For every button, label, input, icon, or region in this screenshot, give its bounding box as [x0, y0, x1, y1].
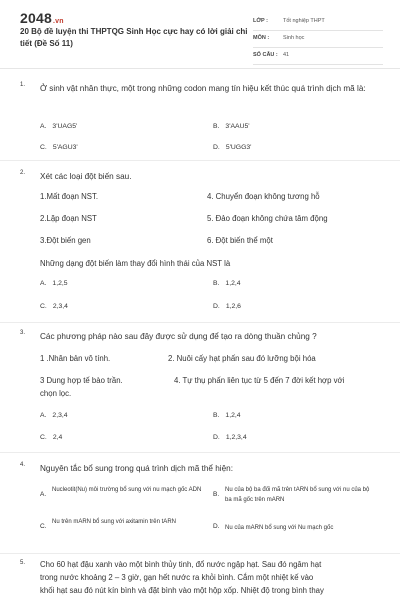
question-divider [0, 322, 400, 323]
mutation-item: 5. Đảo đoạn không chứa tâm động [207, 214, 328, 223]
option-text: Nu của bộ ba đối mã trên tARN bổ sung với nu của bộ ba mã gốc trên mARN [225, 487, 370, 503]
mutation-item: 4. Chuyển đoạn không tương hỗ [207, 192, 320, 201]
document-meta [253, 14, 383, 65]
question-divider [0, 553, 400, 554]
question-number: 2. [20, 170, 26, 176]
method-item: 3 Dung hợp tế bào trần. [40, 376, 123, 385]
question-prompt: Những dạng đột biến làm thay đổi hình thái của NST là [40, 259, 231, 268]
option-b[interactable] [213, 482, 378, 510]
option-d[interactable] [213, 514, 378, 542]
method-item: 1 .Nhân bản vô tính. [40, 354, 111, 363]
meta-grade [253, 14, 383, 31]
document-title: 20 Bộ đề luyện thi THPTQG Sinh Học cực hay có lời giải chi tiết (Đề Số 11) [20, 27, 248, 48]
meta-subject-value: Sinh học [283, 35, 305, 41]
option-letter: B. [213, 123, 220, 130]
question-text: Ở sinh vật nhân thực, một trong những codon mang tín hiệu kết thúc quá trình dịch mã là: [40, 84, 366, 93]
meta-grade-label: LỚP : [253, 18, 268, 24]
option-text: Nucleotit(Nu) môi trường bổ sung với nu mạch gốc ADN [52, 487, 202, 493]
logo-text: 2048 [20, 10, 52, 26]
option-letter: C. [40, 144, 47, 151]
question-number: 5. [20, 560, 26, 566]
option-b[interactable] [213, 123, 250, 130]
option-letter: C. [40, 303, 47, 310]
question-number: 1. [20, 82, 26, 88]
option-letter: A. [40, 412, 47, 419]
option-text: 1,2,4 [225, 412, 241, 419]
option-c[interactable] [40, 303, 68, 310]
option-letter: B. [213, 491, 220, 498]
method-item: 2. Nuôi cấy hạt phấn sau đó lưỡng bội hóa [168, 354, 316, 363]
option-letter: A. [40, 123, 47, 130]
option-d[interactable] [213, 303, 241, 310]
question-number: 3. [20, 330, 26, 336]
option-c[interactable] [40, 434, 62, 441]
option-a[interactable] [40, 280, 68, 287]
option-text: Nu của mARN bổ sung với Nu mạch gốc [225, 525, 334, 531]
option-a[interactable] [40, 412, 68, 419]
option-letter: B. [213, 412, 220, 419]
question-text: Xét các loại đột biến sau. [40, 172, 132, 181]
question-number: 4. [20, 462, 26, 468]
site-logo[interactable] [20, 10, 64, 26]
question-text-line: trong nước khoảng 2 – 3 giờ, gạn hết nước ra khỏi bình. Cắm một nhiệt kế vào [40, 573, 314, 582]
option-text: 1,2,4 [225, 280, 241, 287]
option-letter: D. [213, 523, 220, 530]
question-text-line: Cho 60 hạt đậu xanh vào một bình thủy tinh, đổ nước ngập hạt. Sau đó ngâm hạt [40, 560, 322, 569]
option-letter: D. [213, 303, 220, 310]
question-text-line: khối hạt sau đó nút kín bình và đặt bình vào một hộp xốp. Nhiệt độ trong bình thay [40, 586, 324, 595]
logo-suffix: .vn [52, 18, 64, 25]
meta-count-label: SỐ CÂU : [253, 52, 278, 58]
option-text: 1,2,6 [225, 303, 241, 310]
option-letter: D. [213, 434, 220, 441]
option-text: 1,2,5 [52, 280, 68, 287]
option-text: 5'UGG3' [225, 144, 252, 151]
method-item: chọn lọc. [40, 389, 72, 398]
mutation-item: 1.Mất đoạn NST. [40, 192, 99, 201]
option-letter: A. [40, 491, 47, 498]
option-text: Nu trên mARN bổ sung với axitamin trên tARN [52, 519, 176, 525]
option-text: 2,3,4 [52, 412, 68, 419]
option-text: 5'AGU3' [52, 144, 78, 151]
meta-count-value: 41 [283, 52, 290, 58]
meta-subject-label: MÔN : [253, 35, 270, 41]
option-letter: B. [213, 280, 220, 287]
meta-question-count [253, 48, 383, 65]
option-a[interactable] [40, 123, 77, 130]
option-letter: D. [213, 144, 220, 151]
option-d[interactable] [213, 144, 251, 151]
option-letter: C. [40, 434, 47, 441]
option-d[interactable] [213, 434, 247, 441]
method-item: 4. Tự thụ phấn liên tục từ 5 đến 7 đời kết hợp với [174, 376, 345, 385]
option-letter: A. [40, 280, 47, 287]
option-c[interactable] [40, 514, 205, 542]
header-divider [0, 68, 400, 69]
meta-grade-value: Tốt nghiệp THPT [283, 18, 325, 24]
option-text: 1,2,3,4 [225, 434, 247, 441]
option-b[interactable] [213, 412, 241, 419]
option-text: 3'AAU5' [225, 123, 250, 130]
option-text: 2,4 [52, 434, 63, 441]
option-text: 3'UAG5' [52, 123, 78, 130]
question-text: Các phương pháp nào sau đây được sử dụng để tạo ra dòng thuần chủng ? [40, 332, 317, 341]
mutation-item: 6. Đột biến thể một [207, 236, 273, 245]
question-divider [0, 452, 400, 453]
question-text: Nguyên tắc bổ sung trong quá trình dịch mã thể hiện: [40, 464, 233, 473]
option-b[interactable] [213, 280, 241, 287]
option-letter: C. [40, 523, 47, 530]
mutation-item: 2.Lặp đoạn NST [40, 214, 97, 223]
meta-subject [253, 31, 383, 48]
document-header [0, 0, 400, 64]
mutation-item: 3.Đột biến gen [40, 236, 91, 245]
option-a[interactable] [40, 482, 205, 510]
option-c[interactable] [40, 144, 78, 151]
option-text: 2,3,4 [52, 303, 68, 310]
question-divider [0, 160, 400, 161]
